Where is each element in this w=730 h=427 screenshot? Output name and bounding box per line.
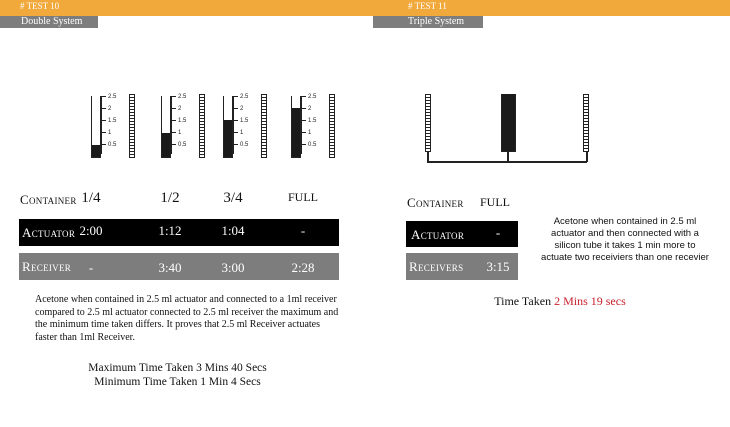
test10-description: Acetone when contained in 2.5 ml actuator and connected to a 1ml receiver compared to 2.5 ml actuator connected to 2.5 ml receiver the maximum and the minimum time taken differs. It proves that 2.5 ml Receiver actuates faster than 1ml Receiver. — [35, 294, 339, 343]
right-receivers-label: Receivers — [409, 259, 464, 274]
triple-system-diagram — [405, 88, 620, 168]
scale-label: 1 — [178, 130, 182, 136]
receiver-value-3: 3:00 — [221, 260, 245, 275]
right-actuator-value: - — [495, 225, 501, 240]
scale-label: 2.5 — [178, 94, 187, 100]
receiver-row-label: Receiver — [22, 259, 72, 274]
right-receivers-band — [406, 253, 518, 280]
test11-number: # TEST 11 — [408, 1, 447, 11]
right-actuator-label: Actuator — [411, 227, 465, 242]
actuator-row-label: Actuator — [22, 225, 76, 240]
scale-label: 1.5 — [308, 118, 317, 124]
container-value-1: 1/4 — [81, 190, 101, 206]
scale-label: 1.5 — [240, 118, 249, 124]
actuator-value-1: 2:00 — [79, 223, 103, 238]
scale-label: 1.5 — [178, 118, 187, 124]
time-taken — [440, 295, 680, 308]
receiver-value-1: - — [88, 260, 94, 275]
receiver-tube-left — [425, 94, 431, 152]
receiver-value-4: 2:28 — [291, 260, 315, 275]
receiver-tube-right — [583, 94, 589, 152]
actuator-tube-4 — [291, 96, 301, 158]
test10-number: # TEST 10 — [20, 1, 60, 11]
scale-label: 2 — [240, 106, 244, 112]
scale-label: 1 — [108, 130, 112, 136]
scale-label: 0.5 — [178, 142, 187, 148]
header-bar — [0, 0, 730, 16]
actuator-tube-3 — [223, 96, 233, 158]
right-container-value: FULL — [480, 195, 510, 209]
test11-description: Acetone when contained in 2.5 ml actuator and then connected with a silicon tube it takes 1 min more to actuate two receiviers than one recevier — [541, 216, 709, 263]
actuator-value-4: - — [300, 223, 306, 238]
scale-label: 1 — [240, 130, 244, 136]
scale-label: 1 — [308, 130, 312, 136]
actuator-tube-2 — [161, 96, 171, 158]
scale-label: 2.5 — [108, 94, 117, 100]
right-container-label: Container — [407, 195, 464, 210]
scale-label: 2 — [108, 106, 112, 112]
time-taken-value: 2 Mins 19 secs — [554, 294, 626, 308]
container-value-3: 3/4 — [223, 190, 243, 206]
actuator-tube-1 — [91, 96, 101, 158]
scale-4 — [301, 94, 317, 154]
scale-label: 0.5 — [240, 142, 249, 148]
container-row-label: Container — [20, 192, 77, 207]
actuator-value-2: 1:12 — [158, 223, 182, 238]
scale-label: 2.5 — [240, 94, 249, 100]
min-time: Minimum Time Taken 1 Min 4 Secs — [94, 376, 261, 388]
receiver-tube-1 — [129, 94, 135, 158]
container-value-2: 1/2 — [160, 190, 180, 206]
container-value-4: FULL — [288, 190, 318, 204]
scale-label: 0.5 — [108, 142, 117, 148]
receiver-tube-2 — [199, 94, 205, 158]
double-system-diagram — [85, 92, 345, 162]
receiver-tube-3 — [261, 94, 267, 158]
scale-label: 2.5 — [308, 94, 317, 100]
receiver-value-2: 3:40 — [158, 260, 182, 275]
scale-label: 2 — [178, 106, 182, 112]
scale-2 — [171, 94, 187, 154]
receiver-tube-4 — [329, 94, 335, 158]
test10-system-name: Double System — [0, 16, 98, 28]
right-receivers-value: 3:15 — [486, 259, 510, 274]
scale-1 — [101, 94, 117, 154]
test10-tag — [0, 0, 98, 27]
scale-label: 2 — [308, 106, 312, 112]
actuator-value-3: 1:04 — [221, 223, 245, 238]
test11-tag — [373, 0, 483, 27]
actuator-tube — [501, 94, 516, 152]
test11-system-name: Triple System — [373, 16, 483, 28]
scale-label: 1.5 — [108, 118, 117, 124]
scale-label: 0.5 — [308, 142, 317, 148]
right-actuator-band — [406, 221, 518, 247]
time-taken-label: Time Taken — [494, 294, 552, 308]
max-time: Maximum Time Taken 3 Mins 40 Secs — [88, 362, 267, 374]
scale-3 — [233, 94, 249, 154]
actuator-band — [19, 219, 339, 246]
receiver-band — [19, 253, 339, 280]
